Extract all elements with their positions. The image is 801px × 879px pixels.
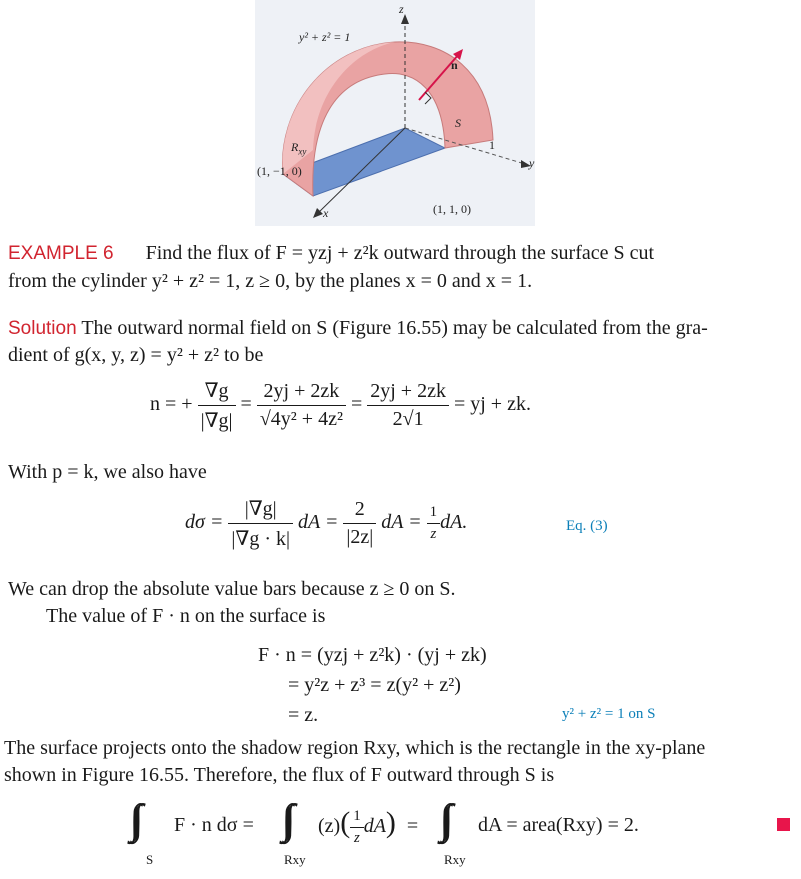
int2-body: (z)( $\frac{1}{z}$ dA) = <box>318 806 419 846</box>
equation-dsigma: dσ = $\frac{|\nabla g|}{|\nabla g \cdot k|}$ dA = $\frac{2}{|2z|}$ dA = $\frac{1}{z}$ dA. <box>185 498 468 550</box>
example-heading: EXAMPLE 6 <box>8 243 114 264</box>
solution-text-1: The outward normal field on S (Figure 16.55) may be calculated from the gra- <box>81 317 708 339</box>
projects-line-2: shown in Figure 16.55. Therefore, the flux of F outward through S is <box>4 764 555 786</box>
example-text-1: Find the flux of F = yzj + z²k outward through the surface S cut <box>145 242 655 264</box>
eq-n-frac-2: $\frac{2yj + 2zk}{\text{√4y² + 4z²}}$ <box>257 380 346 431</box>
eq-dsigma-frac-2: $\frac{2}{|2z|}$ <box>343 498 376 549</box>
point-left-label: (1, −1, 0) <box>257 164 302 178</box>
example-line-1 <box>8 240 654 267</box>
solution-line-1 <box>8 315 708 342</box>
eq-Fn-line-3: = z. <box>288 704 319 726</box>
int1-sub: S <box>146 852 154 867</box>
normal-label: n <box>451 58 458 72</box>
eq-Fn-line-2: = y²z + z³ = z(y² + z²) <box>288 674 461 696</box>
end-of-example-marker <box>777 818 790 831</box>
value-line: The value of F · n on the surface is <box>46 605 326 627</box>
eq-n-lhs: n = + <box>150 393 193 416</box>
eq-n-tail: = yj + zk. <box>453 393 531 416</box>
example-text-2: from the cylinder y² + z² = 1, z ≥ 0, by the planes x = 0 and x = 1. <box>8 270 533 292</box>
rxy-label: $R_{xy}$ <box>291 140 307 157</box>
eq3-note: Eq. (3) <box>566 518 608 534</box>
solution-heading: Solution <box>8 318 77 339</box>
solution-text-2: dient of g(x, y, z) = y² + z² to be <box>8 344 264 366</box>
eq-Fn-note: y² + z² = 1 on S <box>562 706 656 722</box>
x-axis-label: x <box>323 206 329 220</box>
eq-n-frac-3: $\frac{2yj + 2zk}{2√1}$ <box>367 380 449 431</box>
cylinder-surface-diagram <box>255 0 535 226</box>
tick-one-label: 1 <box>489 138 495 152</box>
drop-bars-line: We can drop the absolute value bars because z ≥ 0 on S. <box>8 578 456 600</box>
point-right-label: (1, 1, 0) <box>433 202 471 216</box>
figure-16-55 <box>255 0 535 226</box>
eq-Fn-line-1: F · n = (yzj + z²k) · (yj + zk) <box>258 644 487 666</box>
int3-sub: Rxy <box>444 852 466 867</box>
int2-sub: Rxy <box>284 852 306 867</box>
eq-dsigma-frac-3: $\frac{1}{z}$ <box>427 504 441 543</box>
eq-dsigma-frac-1: $\frac{|\nabla g|}{|\nabla g \cdot k|}$ <box>228 496 293 551</box>
int1-body: F · n dσ = <box>174 814 254 836</box>
eq-n-frac-1: $\frac{\nabla g}{|\nabla g|}$ <box>198 378 236 433</box>
with-p-line: With p = k, we also have <box>8 461 207 483</box>
surface-equation-label: y² + z² = 1 <box>299 30 351 44</box>
y-axis-label: y <box>529 156 535 170</box>
projects-line-1: The surface projects onto the shadow region Rxy, which is the rectangle in the xy-plane <box>4 737 706 759</box>
z-axis-label: z <box>399 2 404 16</box>
int3-body: dA = area(Rxy) = 2. <box>478 814 639 836</box>
equation-normal: n = + $\frac{\nabla g}{|\nabla g|}$ = $\frac{2yj + 2zk}{\text{√4y² + 4z²}}$ = $\frac{2yj + 2zk}{2√1}$ = yj + zk. <box>150 380 531 432</box>
surface-label: S <box>455 116 461 130</box>
